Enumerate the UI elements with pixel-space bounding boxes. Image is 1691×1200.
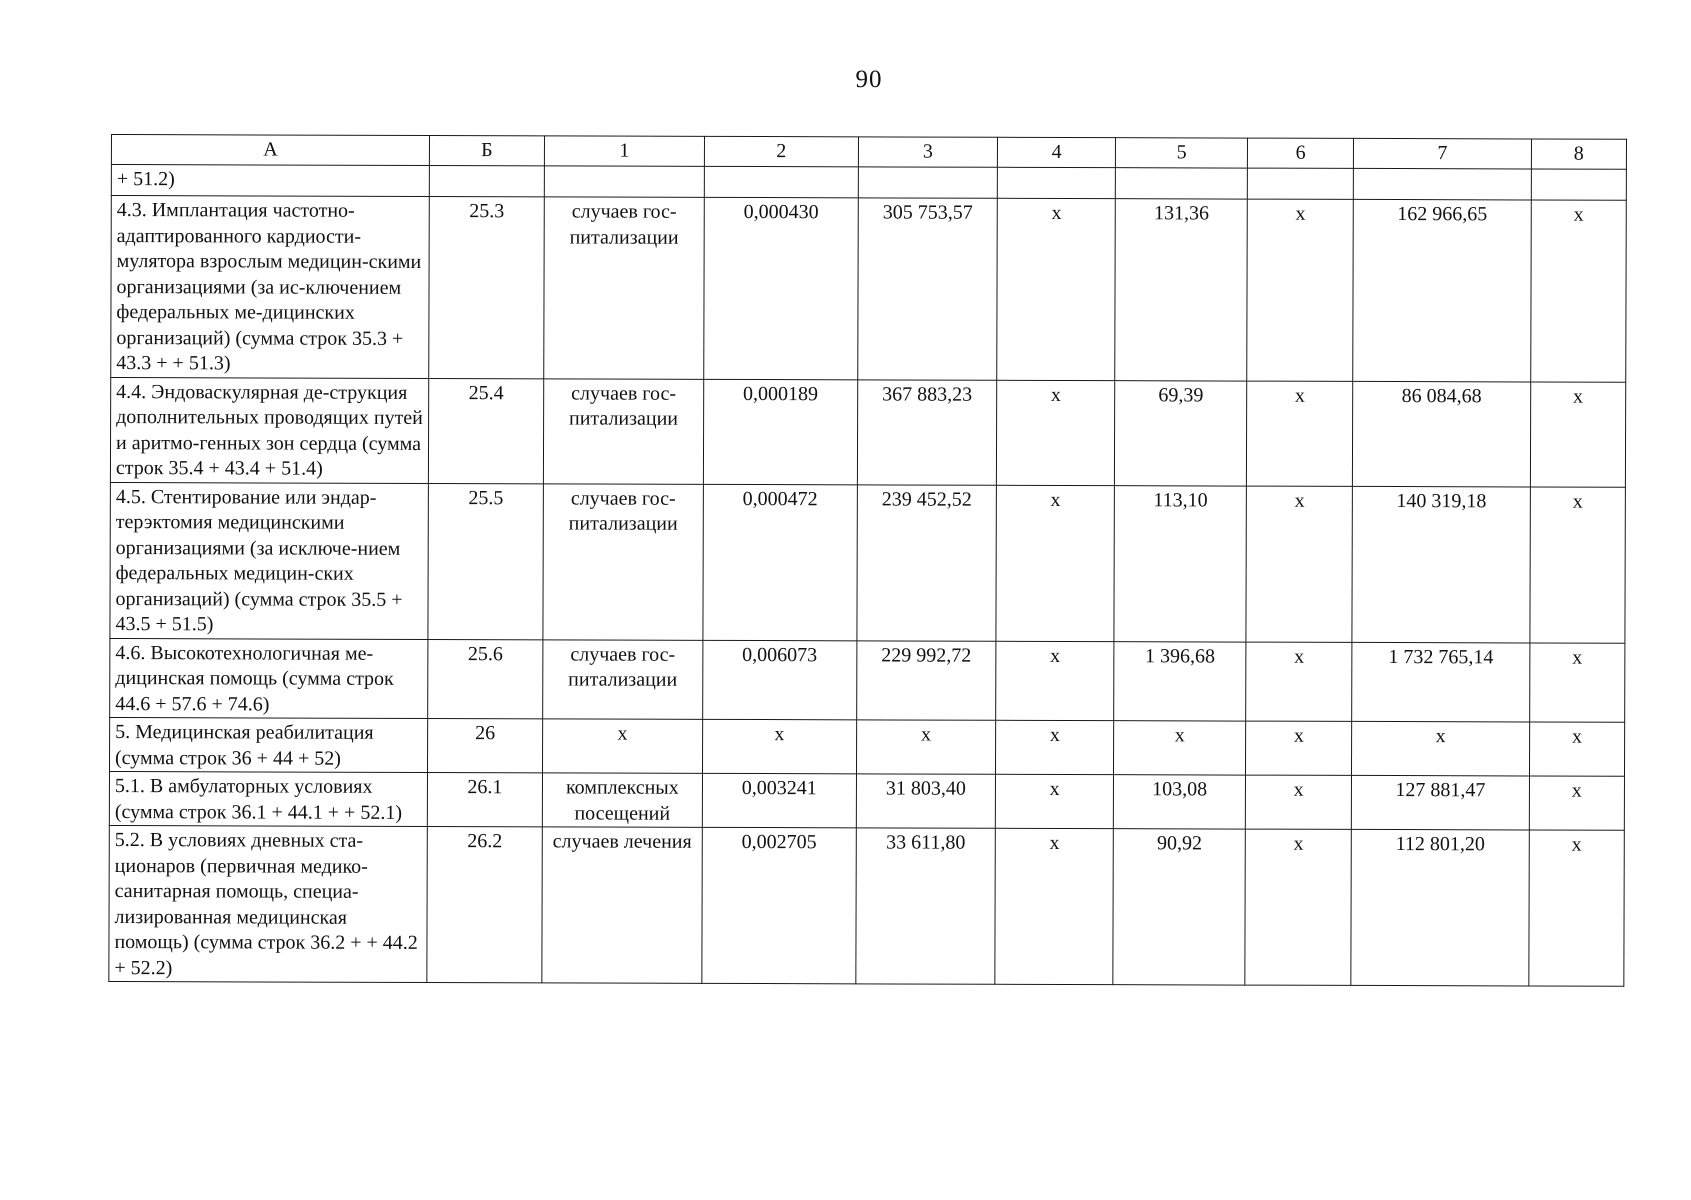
value-cell-4: x: [996, 720, 1114, 774]
value-cell-3: [858, 167, 998, 198]
header-cell-6: 6: [1248, 138, 1354, 168]
value-cell-6: x: [1246, 721, 1352, 775]
value-cell-5: [1116, 168, 1248, 199]
value-cell-7: 1 732 765,14: [1352, 642, 1530, 722]
data-table: [108, 134, 1627, 987]
value-cell-5: 113,10: [1114, 485, 1247, 641]
value-cell-2: 0,002705: [702, 827, 856, 983]
header-cell-7: 7: [1354, 138, 1532, 169]
value-cell-5: 103,08: [1114, 775, 1246, 829]
value-cell-8: x: [1529, 776, 1624, 830]
value-cell-2: 0,000189: [703, 379, 857, 484]
table-row: [109, 771, 1624, 830]
value-cell-2: 0,000472: [703, 484, 857, 640]
row-label-cell: 5.2. В условиях дневных ста-ционаров (первичная медико-санитарная помощь, специа-лизированная медицинская помощь) (сумма строк 36.2 + + 44.2 + 52.2): [109, 825, 428, 982]
unit-cell: случаев гос-питализации: [543, 483, 704, 640]
header-cell-2: 2: [704, 136, 858, 166]
value-cell-6: x: [1246, 642, 1352, 722]
unit-cell: x: [542, 719, 702, 774]
value-cell-6: [1248, 168, 1354, 199]
table-header-row: [111, 135, 1626, 170]
line-code-cell: 25.6: [428, 639, 543, 719]
row-label-cell: 4.3. Имплантация частотно-адаптированного кардиости-мулятора взрослым медицин-скими организациями (за ис-ключением федеральных ме-дицинских организаций) (сумма строк 35.3 + 43.3 + + 51.3): [111, 196, 430, 378]
value-cell-8: x: [1530, 200, 1626, 382]
value-cell-8: x: [1530, 381, 1626, 486]
header-cell-4: 4: [998, 137, 1116, 167]
value-cell-2: x: [702, 719, 856, 773]
value-cell-7: 140 319,18: [1352, 486, 1530, 643]
line-code-cell: 26: [428, 718, 543, 772]
value-cell-8: x: [1529, 830, 1625, 986]
value-cell-8: x: [1529, 642, 1625, 722]
value-cell-5: 90,92: [1113, 829, 1246, 985]
header-cell-8: 8: [1531, 139, 1626, 169]
value-cell-4: x: [996, 641, 1114, 721]
value-cell-5: x: [1114, 721, 1246, 775]
unit-cell: случаев гос-питализации: [543, 639, 703, 719]
value-cell-7: x: [1352, 721, 1530, 776]
value-cell-7: 86 084,68: [1353, 381, 1531, 487]
table-row: [111, 196, 1627, 382]
value-cell-2: 0,003241: [702, 773, 856, 827]
value-cell-3: 31 803,40: [856, 774, 996, 828]
value-cell-4: x: [997, 198, 1116, 380]
value-cell-7: 162 966,65: [1353, 199, 1531, 381]
page-number: 90: [855, 66, 883, 93]
header-cell-1: 1: [544, 136, 704, 167]
value-cell-3: 33 611,80: [855, 828, 995, 984]
value-cell-4: [998, 167, 1116, 198]
table-row: [109, 825, 1624, 986]
value-cell-6: x: [1246, 775, 1352, 829]
value-cell-5: 131,36: [1115, 199, 1248, 381]
table-row: [110, 638, 1625, 722]
table-row: [111, 165, 1626, 201]
value-cell-4: x: [996, 485, 1114, 641]
table-row: [109, 717, 1624, 776]
line-code-cell: 25.3: [429, 197, 544, 379]
table-row: [110, 482, 1625, 643]
value-cell-8: x: [1530, 486, 1626, 642]
value-cell-4: x: [995, 828, 1113, 984]
value-cell-4: x: [997, 380, 1115, 485]
row-label-cell: 4.4. Эндоваскулярная де-струкция дополнительных проводящих путей и аритмо-генных зон сердца (сумма строк 35.4 + 43.4 + 51.4): [110, 377, 428, 483]
unit-cell: [544, 166, 704, 198]
table-row: [110, 377, 1625, 487]
row-label-cell: + 51.2): [111, 165, 429, 197]
value-cell-7: 127 881,47: [1352, 775, 1530, 830]
line-code-cell: 26.2: [427, 826, 542, 982]
row-label-cell: 4.6. Высокотехнологичная ме-дицинская помощь (сумма строк 44.6 + 57.6 + 74.6): [110, 638, 428, 718]
value-cell-2: 0,000430: [704, 197, 858, 379]
header-cell-5: 5: [1116, 138, 1248, 168]
value-cell-8: [1531, 169, 1626, 200]
value-cell-2: 0,006073: [703, 640, 857, 720]
value-cell-4: x: [996, 774, 1114, 828]
unit-cell: случаев гос-питализации: [543, 378, 703, 484]
unit-cell: случаев гос-питализации: [544, 197, 705, 379]
value-cell-3: 367 883,23: [857, 379, 997, 484]
row-label-cell: 4.5. Стентирование или эндар-терэктомия медицинскими организациями (за исключе-нием федеральных медицин-ских организаций) (сумма строк 35.5 + 43.5 + 51.5): [110, 482, 429, 639]
value-cell-6: x: [1247, 381, 1353, 486]
value-cell-7: [1354, 168, 1532, 200]
unit-cell: комплексных посещений: [542, 773, 702, 828]
value-cell-7: 112 801,20: [1351, 829, 1529, 986]
row-label-cell: 5. Медицинская реабилитация (сумма строк 36 + 44 + 52): [109, 717, 427, 772]
line-code-cell: 25.4: [429, 378, 544, 483]
header-cell-3: 3: [858, 137, 998, 167]
value-cell-3: 229 992,72: [856, 640, 996, 720]
unit-cell: случаев лечения: [542, 827, 703, 984]
value-cell-8: x: [1529, 722, 1624, 776]
value-cell-5: 69,39: [1115, 380, 1247, 485]
line-code-cell: 25.5: [428, 483, 543, 639]
header-cell-b: Б: [430, 136, 545, 166]
row-label-cell: 5.1. В амбулаторных условиях (сумма строк 36.1 + 44.1 + + 52.1): [109, 771, 427, 826]
header-cell-a: А: [111, 135, 429, 166]
value-cell-6: x: [1245, 829, 1352, 985]
value-cell-6: x: [1246, 486, 1353, 642]
value-cell-3: 305 753,57: [857, 198, 997, 380]
value-cell-3: 239 452,52: [857, 484, 997, 640]
value-cell-2: [704, 166, 858, 197]
line-code-cell: [429, 166, 544, 197]
value-cell-5: 1 396,68: [1114, 641, 1246, 721]
value-cell-3: x: [856, 720, 996, 774]
line-code-cell: 26.1: [427, 772, 542, 826]
value-cell-6: x: [1247, 199, 1354, 381]
